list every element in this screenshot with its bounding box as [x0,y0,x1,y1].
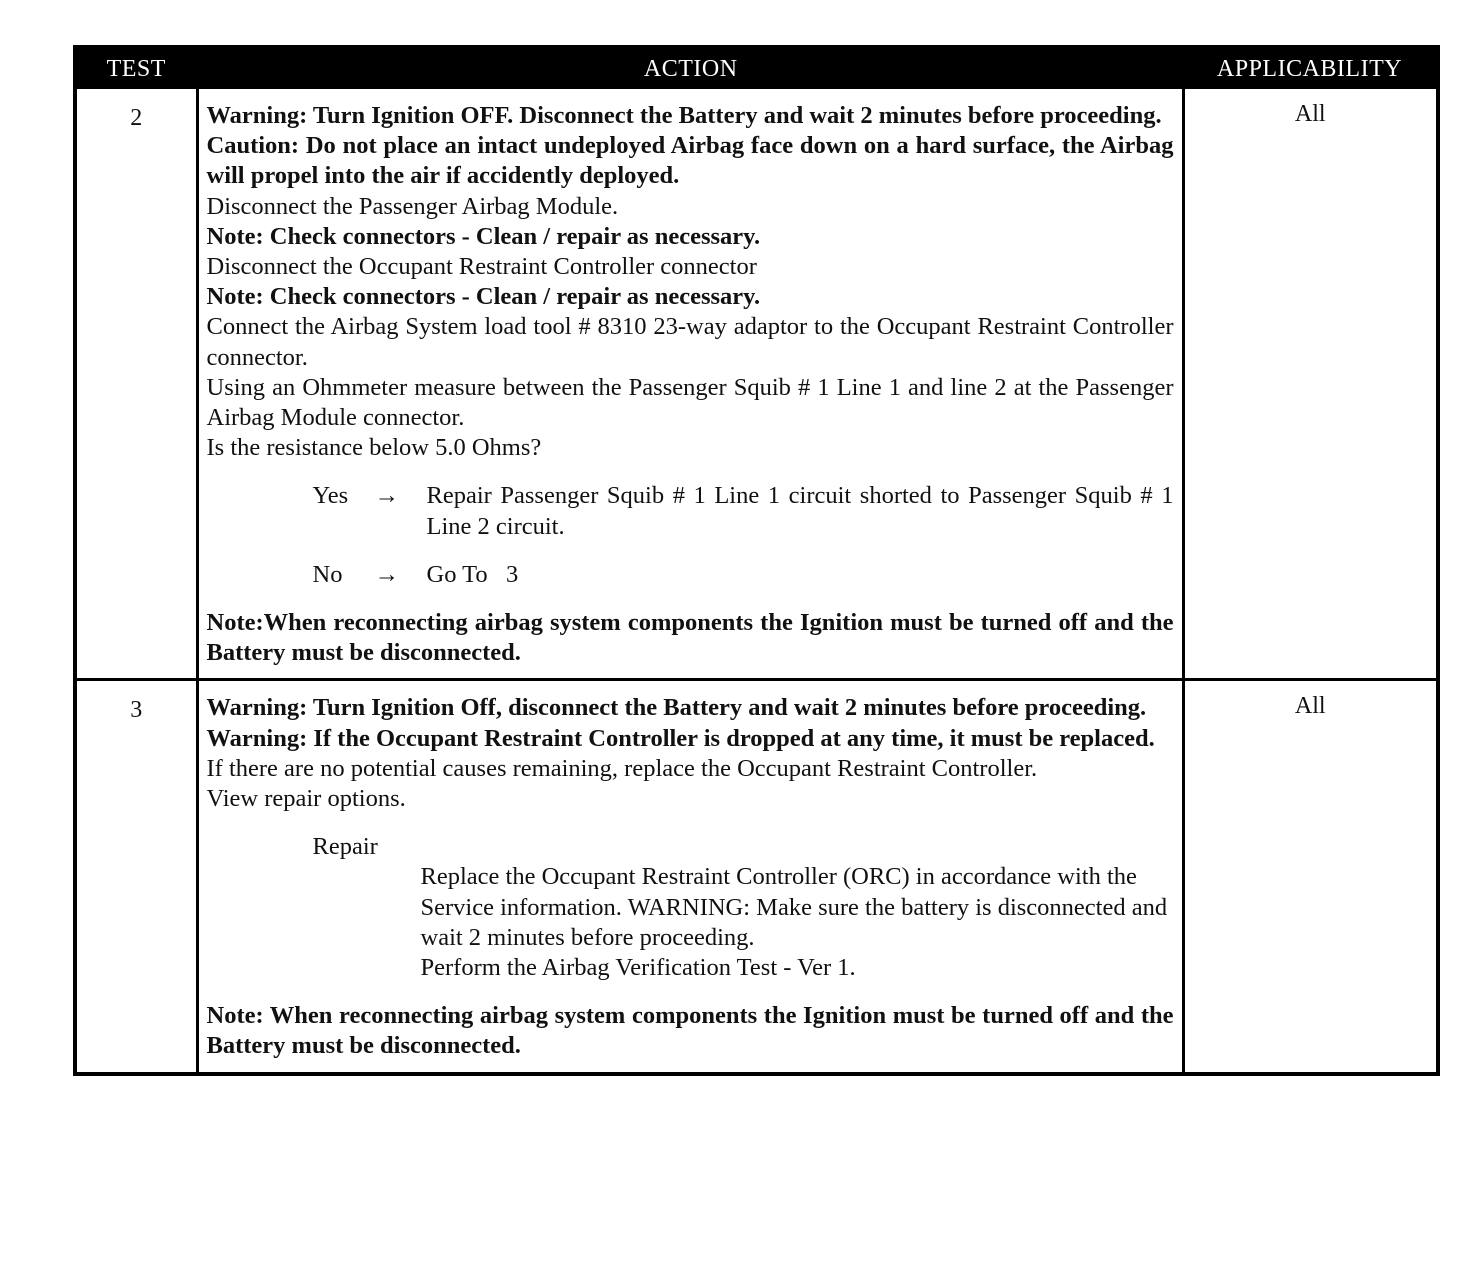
applicability-value: All [1294,101,1326,127]
no-label: No [312,560,343,588]
action-cell [197,89,1183,680]
yes-result: Repair Passenger Squib # 1 Line 1 circuit shorted to Passenger Squib # 1 Line 2 circuit. [426,482,1174,540]
yes-label: Yes [312,482,349,510]
warning-text: Warning: If the Occupant Restraint Controller is dropped at any time, it must be replaced. [206,724,1155,752]
step-text: Using an Ohmmeter measure between the Passenger Squib # 1 Line 1 and line 2 at the Passenger Airbag Module connector. [206,373,1174,432]
right-arrow-icon: → [374,482,399,510]
yes-branch [313,481,1174,541]
no-branch [313,560,1174,590]
repair-instruction: Perform the Airbag Verification Test - Ver 1. [420,954,856,982]
applicability-value: All [1183,680,1438,1074]
header-applicability: APPLICABILITY [1183,47,1438,89]
step-text: Disconnect the Occupant Restraint Controller connector [206,253,757,281]
table-row-test-2 [75,89,1438,680]
step-text: View repair options. [206,785,406,813]
reconnect-note: Note: When reconnecting airbag system components the Ignition must be turned off and the Battery must be disconnected. [206,1002,1174,1060]
note-text: Note: Check connectors - Clean / repair as necessary. [206,222,761,250]
table-row-test-3 [75,680,1438,1074]
warning-text: Warning: Turn Ignition OFF. Disconnect the Battery and wait 2 minutes before proceeding. [206,102,1162,129]
diagnostic-test-table [73,45,1440,1076]
header-action: ACTION [197,47,1183,89]
step-text: If there are no potential causes remaining, replace the Occupant Restraint Controller. [206,754,1038,782]
test-number: 3 [75,680,197,1074]
test-number: 2 [75,89,197,680]
note-text: Note: Check connectors - Clean / repair as necessary. [206,283,761,311]
question-text: Is the resistance below 5.0 Ohms? [206,434,542,462]
no-result: Go To 3 [426,560,519,588]
repair-label: Repair [312,833,378,861]
step-text: Connect the Airbag System load tool # 8310 23-way adaptor to the Occupant Restraint Controller connector. [206,313,1174,371]
caution-text: Caution: Do not place an intact undeployed Airbag face down on a hard surface, the Airbag will propel into the air if accidently deployed. [206,132,1174,190]
step-text: Disconnect the Passenger Airbag Module. [206,192,619,220]
table-header-row [75,47,1438,89]
warning-text: Warning: Turn Ignition Off, disconnect the Battery and wait 2 minutes before proceeding. [206,694,1147,722]
reconnect-note: Note:When reconnecting airbag system components the Ignition must be turned off and the Battery must be disconnected. [206,609,1174,667]
right-arrow-icon: → [374,560,399,588]
repair-instruction: Replace the Occupant Restraint Controller (ORC) in accordance with the Service information. WARNING: Make sure the battery is disconnected and wait 2 minutes before proceeding. [420,863,1168,951]
action-cell [197,680,1183,1074]
header-test: TEST [75,47,197,89]
